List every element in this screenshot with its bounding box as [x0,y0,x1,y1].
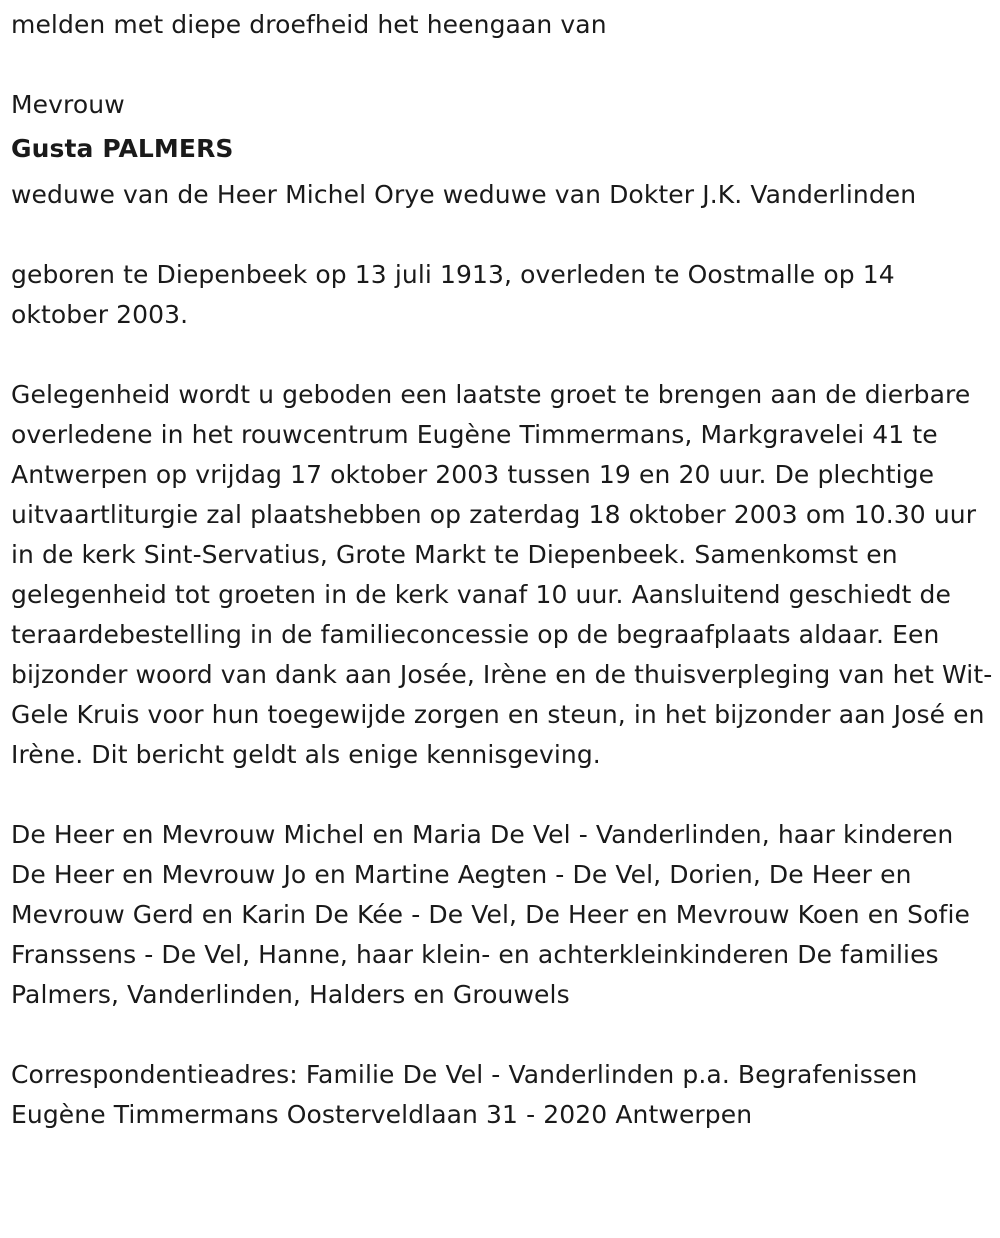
spacer [11,45,995,85]
ceremony-details: Gelegenheid wordt u geboden een laatste groet te brengen aan de dierbare overledene in het rouwcentrum Eugène Timmermans, Markgravelei 41 te Antwerpen op vrijdag 17 oktober 2003 tussen 19 en 20 uur. De plechtige uitvaartliturgie zal plaatshebben op zaterdag 18 oktober 2003 om 10.30 uur in de kerk Sint-Servatius, Grote Markt te Diepenbeek. Samenkomst en gelegenheid tot groeten in de kerk vanaf 10 uur. Aansluitend geschiedt de teraardebestelling in de familieconcessie op de begraafplaats aldaar. Een bijzonder woord van dank aan Josée, Irène en de thuisverpleging van het Wit-Gele Kruis voor hun toegewijde zorgen en steun, in het bijzonder aan José en Irène. Dit bericht geldt als enige kennisgeving. [11,380,993,769]
spacer [11,775,995,815]
widow-of-text: weduwe van de Heer Michel Orye weduwe van Dokter J.K. Vanderlinden [11,180,917,209]
family-list: De Heer en Mevrouw Michel en Maria De Vel - Vanderlinden, haar kinderen De Heer en Mevrouw Jo en Martine Aegten - De Vel, Dorien, De Heer en Mevrouw Gerd en Karin De Kée - De Vel, De Heer en Mevrouw Koen en Sofie Franssens - De Vel, Hanne, haar klein- en achterkleinkinderen De families Palmers, Vanderlinden, Halders en Grouwels [11,820,970,1009]
spacer [11,215,995,255]
spacer [11,335,995,375]
obituary-notice [11,5,995,1135]
spacer [11,1015,995,1055]
honorific-title: Mevrouw [11,90,125,119]
correspondence-address: Correspondentieadres: Familie De Vel - Vanderlinden p.a. Begrafenissen Eugène Timmermans Oosterveldlaan 31 - 2020 Antwerpen [11,1060,918,1129]
intro-text: melden met diepe droefheid het heengaan van [11,10,607,39]
deceased-name: Gusta PALMERS [11,134,234,163]
birth-death-text: geboren te Diepenbeek op 13 juli 1913, overleden te Oostmalle op 14 oktober 2003. [11,260,895,329]
